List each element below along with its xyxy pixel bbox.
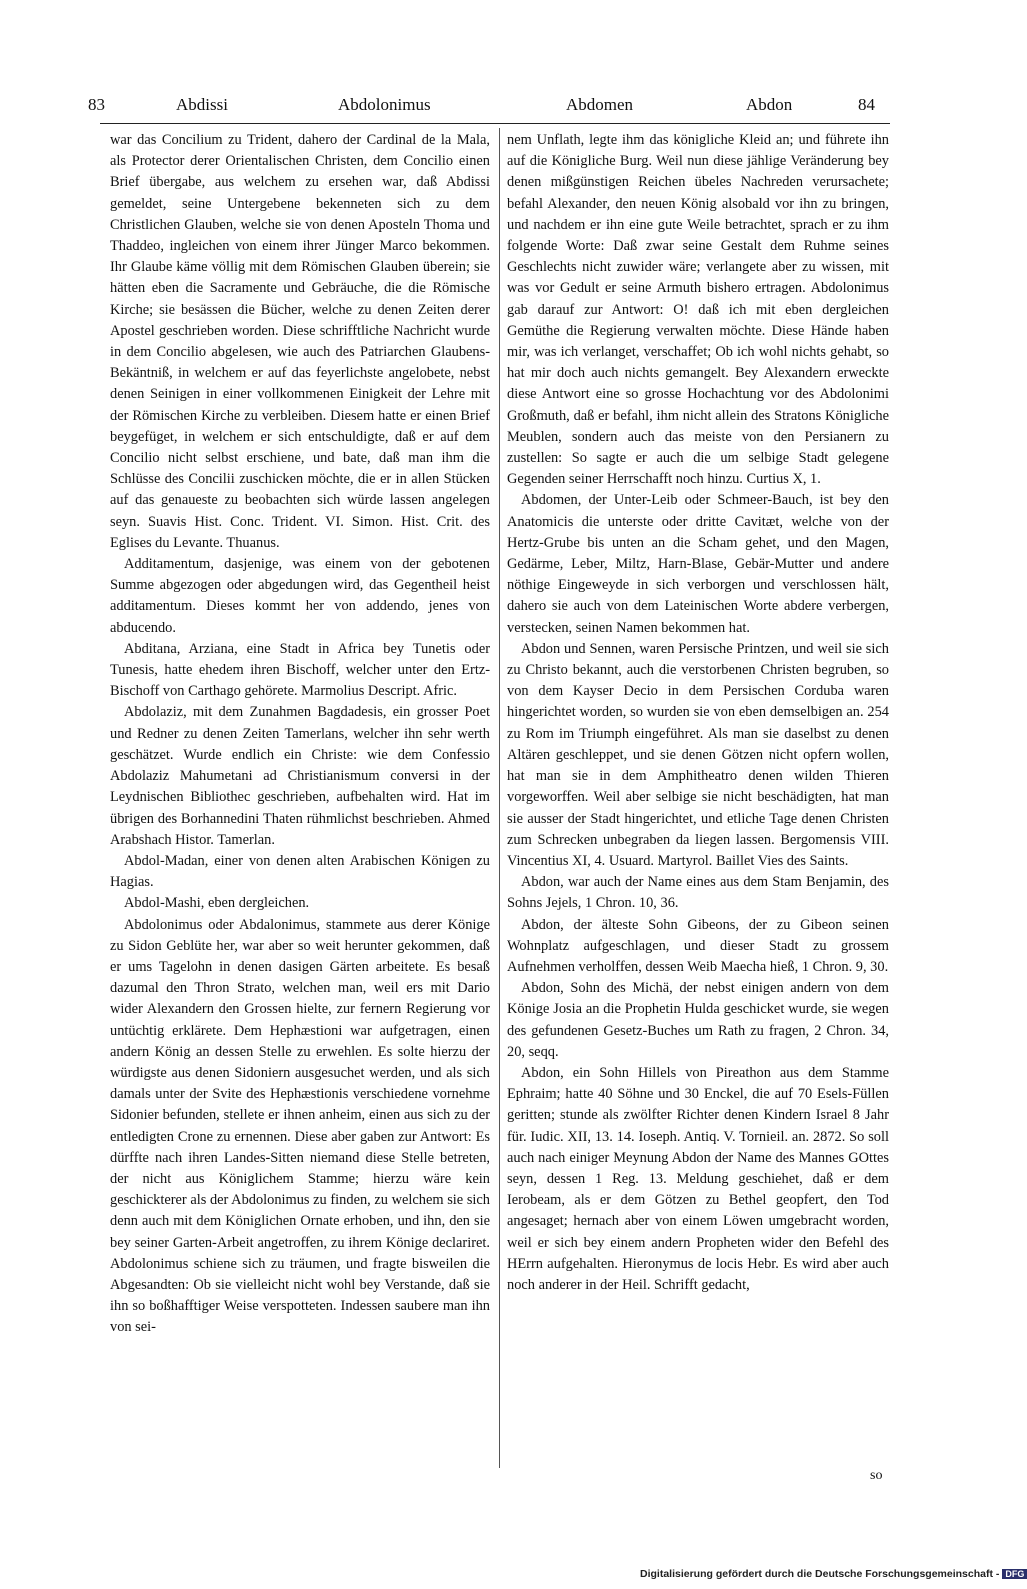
paragraph: Abditana, Arziana, eine Stadt in Africa bey Tunetis oder Tunesis, hatte ehedem ihren Bischoff, welcher unter den Ertz-Bischoff von Carthago gehörete. Marmolius Descript. Afric. <box>110 640 490 700</box>
paragraph: Abdol-Madan, einer von denen alten Arabischen Königen zu Hagias. <box>110 852 490 891</box>
paragraph: nem Unflath, legte ihm das königliche Kleid an; und führete ihn auf die Königliche Burg. Weil nun diese jählige Veränderung bey denen mißgünstigen Reichen übeles Nachreden verursachete; befahl Alexander, den neuen König alsobald vor ihn zu bringen, und nachdem er ihn eine gute Weile betrachtet, sprach er zu ihm folgende Worte: Daß zwar seine Gestalt dem Ruhme seines Geschlechts nicht zuwider wäre; verlangete aber zu wissen, mit was vor Gedult er seine Armuth bishero ertragen. Abdolonimus gab darauf zur Antwort: O! daß ich mit eben dergleichen Gemüthe die Regierung verwalten möchte. Diese Hände haben mir, was ich verlanget, verschaffet; Ob ich wohl nichts gehabt, so hat mir doch auch nichts gemangelt. Bey Alexandern erweckte diese Antwort eine so grosse Hochachtung vor des Abdolonimi Großmuth, daß er befahl, ihm nicht allein des Stratons Königliche Meublen, sondern auch das meiste von den Persianern zu zustellen: So sagte er auch die um selbige Stadt gelegene Gegenden seiner Herrschafft noch hinzu. Curtius X, 1. <box>507 132 889 488</box>
column-divider <box>499 128 500 1468</box>
page-number-left: 83 <box>88 95 105 114</box>
header-word-3: Abdomen <box>566 95 634 114</box>
catchword: so <box>870 1468 883 1483</box>
header-word-2: Abdolonimus <box>338 95 431 114</box>
paragraph: Abdomen, der Unter-Leib oder Schmeer-Bauch, ist bey den Anatomicis die unterste oder dritte Cavitæt, welche von der Hertz-Grube bis unten an die Scham gehet, und den Magen, Gedärme, Leber, Miltz, Harn-Blase, Gebär-Mutter und andere nöthige Eingeweyde in sich verborgen und verschlossen hält, dahero sie auch von dem Lateinischen Worte abdere verbergen, verstecken, seinen Namen bekommen hat. <box>507 492 889 636</box>
paragraph: Abdon und Sennen, waren Persische Printzen, und weil sie sich zu Christo bekannt, auch die verstorbenen Christen begruben, so von dem Kayser Decio in dem Persischen Corduba waren hingerichtet worden, so wurden sie von eben demselbigen an. 254 zu Rom im Triumph eingeführet. Als man sie daselbst zu denen Altären geschleppet, und sie denen Götzen nicht opfern wollen, hat man sie in dem Amphitheatro denen wilden Thieren vorgeworffen. Weil aber selbige sie nicht beschädigten, hat man sie ausser der Stadt hingerichtet, und etliche Tage denen Christen zum Schrecken unbegraben da liegen lassen. Bergomensis VIII. Vincentius XI, 4. Usuard. Martyrol. Baillet Vies des Saints. <box>507 640 889 869</box>
page-number-right: 84 <box>858 95 875 114</box>
paragraph: Abdolaziz, mit dem Zunahmen Bagdadesis, ein grosser Poet und Redner zu denen Zeiten Tamerlans, welcher ihn sehr werth geschätzet. Wurde endlich ein Christe: wie dem Confessio Abdolaziz Mahumetani ad Christianismum conversi in der Leydnischen Bibliothec geschrieben, aufbehalten wird. Hat im übrigen des Borhannedini Thaten rühmlichst beschrieben. Ahmed Arabshach Histor. Tamerlan. <box>110 704 490 848</box>
header-word-1: Abdissi <box>176 95 228 114</box>
running-header <box>88 95 888 123</box>
paragraph: Additamentum, dasjenige, was einem von der gebotenen Summe abgezogen oder abgedungen wird, das Gegentheil heist additamentum. Dieses kommt her von addendo, jenes von abducendo. <box>110 556 490 636</box>
dfg-logo: DFG <box>1002 1569 1027 1579</box>
footer-text: Digitalisierung gefördert durch die Deutsche Forschungsgemeinschaft - <box>640 1568 1000 1580</box>
paragraph: war das Concilium zu Trident, dahero der Cardinal de la Mala, als Protector derer Orientalischen Christen, dem Concilio einen Brief übergabe, aus welchem zu ersehen war, daß Abdissi gemeldet, seine Untergebene bekenneten sich zu dem Christlichen Glauben, welche sie von denen Aposteln Thoma und Thaddeo, ingleichen von einem ihrer Jünger Marco bekommen. Ihr Glaube käme völlig mit dem Römischen Glauben überein; sie hätten eben die Sacramente und Gebräuche, die die Römische Kirche; sie besässen die Bücher, welche zu denen Zeiten derer Apostel geschrieben worden. Diese schrifftliche Nachricht wurde in dem Concilio abgelesen, wie auch des Patriarchen Glaubens-Bekäntniß, in welchem er auf das feyerlichste angelobete, nebst denen Seinigen in einer vollkommenen Einigkeit der Lehre mit der Römischen Kirche zu verbleiben. Diesem hatte er einen Brief beygefüget, in welchem er sich entschuldigte, daß er auf dem Concilio nicht selbst erschiene, und bate, daß man ihm die Schlüsse des Concilii zuschicken möchte, die er in allen Stücken auf das genaueste zu beobachten sich würde lassen angelegen seyn. Suavis Hist. Conc. Trident. VI. Simon. Hist. Crit. des Eglises du Levante. Thuanus. <box>110 132 490 551</box>
footer-credit <box>640 1568 1025 1584</box>
paragraph: Abdol-Mashi, eben dergleichen. <box>124 895 310 912</box>
header-rule <box>100 123 890 124</box>
right-column <box>507 130 889 1296</box>
paragraph: Abdon, war auch der Name eines aus dem Stam Benjamin, des Sohns Jejels, 1 Chron. 10, 36. <box>507 874 889 912</box>
header-word-4: Abdon <box>746 95 793 114</box>
paragraph: Abdon, der älteste Sohn Gibeons, der zu Gibeon seinen Wohnplatz aufgeschlagen, und dieser Stadt zu grossem Aufnehmen verholffen, dessen Weib Maecha hieß, 1 Chron. 9, 30. <box>507 916 889 975</box>
left-column <box>110 130 490 1339</box>
paragraph: Abdolonimus oder Abdalonimus, stammete aus derer Könige zu Sidon Geblüte her, war aber so weit herunter gekommen, daß er ums Tagelohn in denen dasigen Gärten arbeitete. Es besaß dazumal den Thron Strato, welchen man, weil ers mit Dario wider Alexandern den Grossen hielte, zur fernern Regierung vor untüchtig erklärete. Dem Hephæstioni war aufgetragen, einen andern König an dessen Stelle zu erwehlen. Es solte hierzu der würdigste aus denen Sidoniern ausgesuchet werden, und als sich damals unter der Svite des Hephæstionis verschiedene vornehme Sidonier befunden, stellete er ihnen anheim, einen aus sich zu der entledigten Crone zu ernennen. Diese aber gaben zur Antwort: Es dürffte nach ihren Landes-Sitten niemand diese Stelle betreten, der nicht aus Königlichem Stamme; hierzu wäre kein geschickterer als der Abdolonimus zu finden, zu welchem sie sich denn auch mit dem Königlichen Ornate erhoben, und ihn, den sie bey seiner Garten-Arbeit angetroffen, zu ihrem Könige declariret. Abdolonimus schiene sich zu träumen, und fragte bisweilen die Abgesandten: Ob sie vielleicht nicht wohl bey Verstande, daß sie ihn so boßhafftiger Weise verspotteten. Indessen saubere man ihn von sei- <box>110 916 490 1336</box>
paragraph: Abdon, ein Sohn Hillels von Pireathon aus dem Stamme Ephraim; hatte 40 Söhne und 30 Enckel, die auf 70 Esels-Füllen geritten; stunde als zwölfter Richter denen Kindern Israel 8 Jahr für. Iudic. XII, 13. 14. Ioseph. Antiq. V. Tornieil. an. 2872. So soll auch nach einiger Meynung Abdon der Name des Mannes GOttes seyn, dessen 1 Reg. 13. Meldung geschiehet, daß er dem Ierobeam, als er dem Götzen zu Bethel geopfert, den Tod angesaget; hernach aber von einem Löwen umgebracht worden, weil er sich bey einem andern Propheten wider den Befehl des HErrn aufgehalten. Hieronymus de locis Hebr. Es wird aber auch noch anderer in der Heil. Schrifft gedacht, <box>507 1064 889 1293</box>
paragraph: Abdon, Sohn des Michä, der nebst einigen andern von dem Könige Josia an die Prophetin Hulda geschicket wurde, sie wegen des gefundenen Gesetz-Buches um Rath zu fragen, 2 Chron. 34, 20, seqq. <box>507 980 889 1060</box>
